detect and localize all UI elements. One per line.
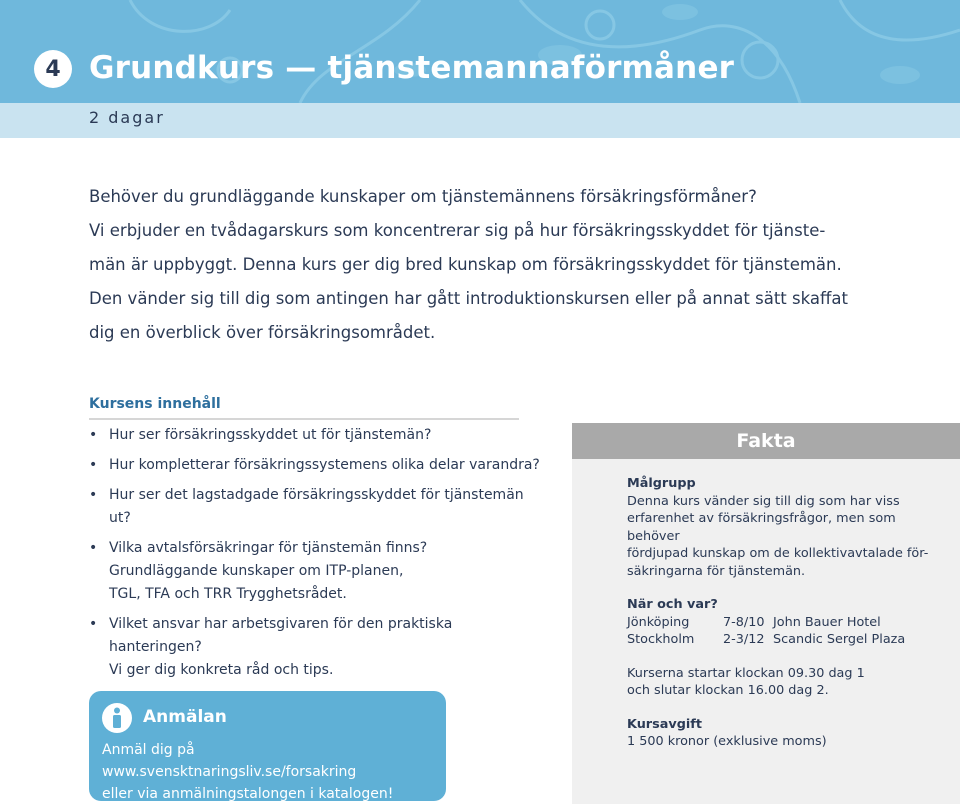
list-item	[89, 537, 549, 606]
list-item	[89, 454, 549, 477]
table-row	[627, 631, 905, 649]
list-item	[89, 424, 549, 447]
fakta-body	[572, 459, 960, 751]
list-item-text: Hur ser försäkringsskyddet ut för tjänstemän?	[109, 427, 432, 443]
when-where-label: När och var?	[627, 597, 718, 612]
times-line: och slutar klockan 16.00 dag 2.	[627, 683, 829, 698]
content-heading: Kursens innehåll	[89, 396, 519, 420]
schedule-venue: Scandic Sergel Plaza	[773, 632, 906, 647]
intro-line: Den vänder sig till dig som antingen har gått introduktionskursen eller på annat sätt skaffat	[89, 289, 848, 308]
fakta-when-where	[627, 596, 940, 649]
times-line: Kurserna startar klockan 09.30 dag 1	[627, 665, 865, 681]
schedule-venue: John Bauer Hotel	[773, 614, 881, 630]
intro-line: män är uppbyggt. Denna kurs ger dig bred kunskap om försäkringsskyddet för tjänstemän.	[89, 255, 842, 274]
registration-line[interactable]: Anmäl dig på www.svensktnaringsliv.se/forsakring	[102, 742, 357, 780]
list-item-text: • Vilket ansvar har arbetsgivaren för den praktiska hanteringen?	[109, 616, 453, 655]
intro-paragraph	[89, 180, 849, 350]
fee-value: 1 500 kronor (exklusive moms)	[627, 734, 827, 749]
page-title: Grundkurs — tjänstemannaförmåner	[89, 50, 735, 86]
registration-line: eller via anmälningstalongen i katalogen!	[102, 786, 394, 802]
list-item-text: Hur kompletterar försäkringssystemens olika delar varandra?	[109, 457, 540, 473]
list-item-text: Hur ser det lagstadgade försäkringsskyddet för tjänstemän ut?	[109, 487, 524, 526]
fakta-heading: Fakta	[572, 423, 960, 459]
info-icon	[102, 703, 132, 733]
list-item	[89, 484, 549, 530]
registration-title: Anmälan	[143, 707, 227, 727]
malgrupp-line: erfarenhet av försäkringsfrågor, men som behöver	[627, 511, 896, 544]
schedule-date: 2-3/12	[723, 632, 765, 647]
course-duration: 2 dagar	[89, 108, 165, 127]
list-item	[89, 613, 549, 682]
fakta-times	[627, 665, 940, 700]
list-item-text: Grundläggande kunskaper om ITP-planen,	[109, 563, 404, 579]
schedule-city: Stockholm	[627, 632, 695, 647]
list-item-text: • Vilka avtalsförsäkringar för tjänstemän finns?	[109, 540, 428, 556]
schedule-city: Jönköping	[627, 614, 690, 630]
table-row	[627, 614, 905, 632]
malgrupp-label: Målgrupp	[627, 476, 696, 491]
malgrupp-line: Denna kurs vänder sig till dig som har viss	[627, 493, 900, 509]
fakta-fee	[627, 716, 940, 751]
registration-text	[102, 739, 442, 805]
fakta-box	[572, 423, 960, 804]
list-item-text: Vi ger dig konkreta råd och tips.	[109, 662, 334, 678]
intro-line: Vi erbjuder en tvådagarskurs som koncentrerar sig på hur försäkringsskyddet för tjänste-	[89, 221, 826, 240]
fakta-malgrupp	[627, 475, 940, 580]
intro-line: dig en överblick över försäkringsområdet.	[89, 323, 436, 342]
malgrupp-line: säkringarna för tjänstemän.	[627, 563, 806, 579]
list-item-text: TGL, TFA och TRR Trygghetsrådet.	[109, 586, 347, 602]
fee-label: Kursavgift	[627, 716, 702, 732]
intro-line: Behöver du grundläggande kunskaper om tjänstemännens försäkringsförmåner?	[89, 187, 757, 206]
schedule-date: 7-8/10	[723, 614, 765, 630]
registration-box	[89, 691, 446, 801]
schedule-table	[627, 614, 905, 649]
malgrupp-line: fördjupad kunskap om de kollektivavtalade för-	[627, 546, 929, 561]
content-list	[89, 424, 549, 689]
course-number-badge: 4	[34, 50, 72, 88]
